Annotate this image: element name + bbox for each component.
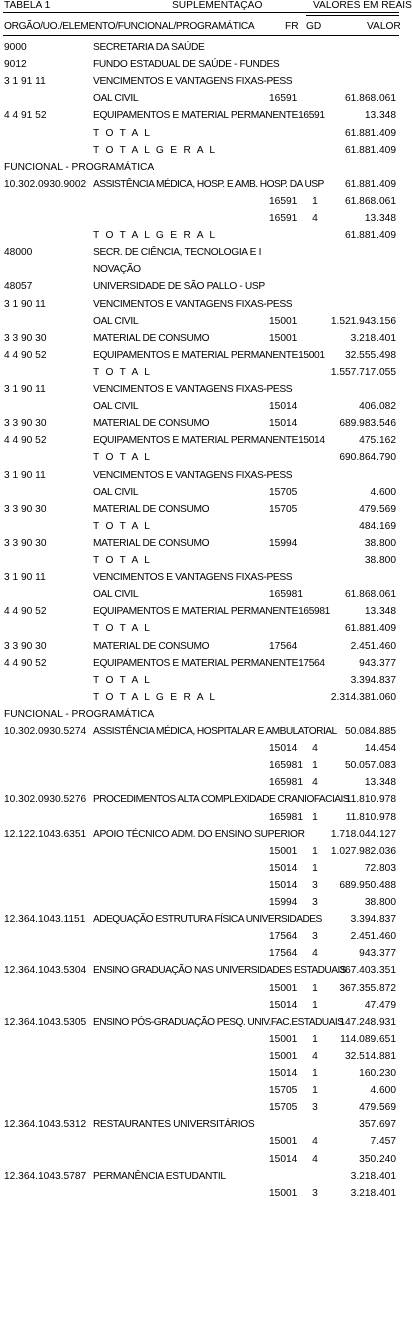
cell-c4: 14.454 bbox=[364, 743, 396, 755]
table-row bbox=[0, 998, 402, 1015]
cell-c4: 2.314.381.060 bbox=[330, 691, 396, 703]
cell-c4: 38.800 bbox=[364, 537, 396, 549]
table-row bbox=[0, 519, 402, 536]
cell-c4: 1.521.943.156 bbox=[330, 315, 396, 327]
cell-c2: 15001 bbox=[269, 1187, 298, 1199]
cell-c4: 13.348 bbox=[364, 213, 396, 224]
cell-c0: 10.302.0930.5274 bbox=[4, 726, 87, 737]
cell-c3: 1 bbox=[312, 862, 318, 874]
cell-c2: 15014 bbox=[269, 862, 298, 874]
cell-c0: 4 4 90 52 bbox=[4, 435, 47, 447]
cell-c1: MATERIAL DE CONSUMO bbox=[93, 332, 210, 344]
table-row bbox=[0, 604, 402, 621]
cell-c1: OAL CIVIL bbox=[93, 401, 139, 413]
cell-c0: 3 3 90 30 bbox=[4, 503, 47, 515]
cell-c3: 1 bbox=[312, 1085, 318, 1097]
cell-c2: 15001 bbox=[269, 982, 298, 994]
cell-c4: 61.881.409 bbox=[345, 230, 396, 242]
cell-c1: PROCEDIMENTOS ALTA COMPLEXIDADE CRANIOFACIAIS bbox=[93, 794, 350, 806]
table-row bbox=[0, 485, 402, 502]
cell-c2: 16591 bbox=[269, 195, 298, 207]
cell-c0: FUNCIONAL - PROGRAMÁTICA bbox=[4, 161, 155, 173]
table-row bbox=[0, 570, 402, 587]
cell-c4: 4.600 bbox=[370, 486, 396, 498]
header-rule-upper bbox=[3, 12, 399, 13]
cell-c2: 15001 bbox=[269, 315, 298, 327]
cell-c4: 1.557.717.055 bbox=[330, 366, 396, 378]
cell-c1: T O T A L bbox=[93, 452, 152, 464]
table-row bbox=[0, 177, 402, 194]
table-row bbox=[0, 827, 402, 844]
cell-c1: T O T A L G E R A L bbox=[93, 691, 217, 703]
cell-c1: MATERIAL DE CONSUMO bbox=[93, 503, 210, 515]
table-row bbox=[0, 279, 402, 296]
table-row bbox=[0, 844, 402, 861]
cell-c1: UNIVERSIDADE DE SÃO PALLO - USP bbox=[93, 281, 265, 293]
cell-c4: 160.230 bbox=[359, 1068, 396, 1079]
table-row bbox=[0, 382, 402, 399]
cell-c1: MATERIAL DE CONSUMO bbox=[93, 418, 210, 430]
table-row bbox=[0, 143, 402, 160]
cell-c0: 3 3 90 30 bbox=[4, 537, 47, 549]
cell-c1: VENCIMENTOS E VANTAGENS FIXAS-PESS bbox=[93, 76, 293, 88]
cell-c4: 32.514.881 bbox=[345, 1050, 396, 1062]
cell-c4: 61.881.409 bbox=[345, 127, 396, 139]
cell-c2: 17564 bbox=[269, 640, 298, 652]
cell-c3: 1 bbox=[312, 1033, 318, 1045]
table-row bbox=[0, 1100, 402, 1117]
table-row bbox=[0, 963, 402, 980]
table-row bbox=[0, 365, 402, 382]
table-row bbox=[0, 194, 402, 211]
cell-c0: 3 3 90 30 bbox=[4, 418, 47, 430]
cell-c3: 4 bbox=[312, 1153, 318, 1165]
cell-c1: VENCIMENTOS E VANTAGENS FIXAS-PESS bbox=[93, 469, 293, 481]
values-caption: VALORES EM REAIS bbox=[313, 0, 412, 11]
cell-c4: 61.881.409 bbox=[345, 178, 396, 190]
table-row bbox=[0, 792, 402, 809]
cell-c3: 4 bbox=[312, 1136, 318, 1148]
cell-c1: ASSISTÊNCIA MÉDICA, HOSP. E AMB. HOSP. DA USP bbox=[93, 178, 324, 190]
table-header-columns bbox=[0, 21, 402, 33]
cell-c4: 61.881.409 bbox=[345, 144, 396, 156]
table-row bbox=[0, 1186, 402, 1203]
cell-c1: NOVAÇÃO bbox=[93, 264, 141, 276]
cell-c3: 1 bbox=[312, 982, 318, 994]
section-title: SUPLEMENTAÇÃO bbox=[172, 0, 263, 11]
cell-c3: 4 bbox=[312, 213, 318, 224]
cell-c2: 165981 bbox=[269, 811, 303, 823]
table-row bbox=[0, 553, 402, 570]
cell-c1: T O T A L G E R A L bbox=[93, 144, 217, 156]
cell-c4: 3.394.837 bbox=[350, 914, 396, 926]
table-row bbox=[0, 861, 402, 878]
cell-c1: OAL CIVIL bbox=[93, 486, 139, 498]
table-row bbox=[0, 1015, 402, 1032]
cell-c4: 50.084.885 bbox=[345, 726, 396, 737]
cell-c0: 3 1 90 11 bbox=[4, 384, 46, 395]
cell-c0: 48000 bbox=[4, 247, 33, 259]
table-row bbox=[0, 399, 402, 416]
table-row bbox=[0, 878, 402, 895]
cell-c2: 15014 bbox=[269, 1068, 298, 1079]
table-row bbox=[0, 895, 402, 912]
cell-c4: 475.162 bbox=[359, 435, 396, 447]
cell-c4: 406.082 bbox=[359, 401, 396, 413]
cell-c4: 943.377 bbox=[359, 657, 396, 669]
cell-c4: 479.569 bbox=[359, 503, 396, 515]
cell-c4: 7.457 bbox=[370, 1136, 396, 1148]
cell-c4: 72.803 bbox=[364, 862, 396, 874]
cell-c2: 17564 bbox=[269, 931, 298, 943]
cell-c3: 3 bbox=[312, 879, 318, 891]
table-row bbox=[0, 1083, 402, 1100]
table-row bbox=[0, 297, 402, 314]
cell-c0: 3 3 90 30 bbox=[4, 332, 47, 344]
cell-c3: 1 bbox=[312, 760, 318, 772]
cell-c4: 2.451.460 bbox=[350, 640, 396, 652]
table-row bbox=[0, 1117, 402, 1134]
cell-c0: 3 1 90 11 bbox=[4, 298, 46, 310]
table-row bbox=[0, 639, 402, 656]
table-row bbox=[0, 1032, 402, 1049]
cell-c0: 4 4 90 52 bbox=[4, 349, 47, 361]
table-row bbox=[0, 758, 402, 775]
cell-c4: 943.377 bbox=[359, 948, 396, 960]
column-header-fr: FR bbox=[285, 21, 299, 32]
table-row bbox=[0, 981, 402, 998]
cell-c4: 690.864.790 bbox=[339, 452, 396, 464]
cell-c2: 15001 bbox=[269, 845, 298, 857]
cell-c1: ENSINO PÓS-GRADUAÇÃO PESQ. UNIV.FAC.ESTADUAIS bbox=[93, 1016, 344, 1028]
cell-c2: 15014 bbox=[269, 743, 298, 755]
cell-c4: 350.240 bbox=[359, 1153, 396, 1165]
cell-c0: 3 1 90 11 bbox=[4, 469, 46, 481]
cell-c2: 16591 bbox=[269, 93, 298, 105]
cell-c4: 47.479 bbox=[364, 999, 396, 1011]
cell-c4: 38.800 bbox=[364, 555, 396, 566]
header-rule-lower bbox=[3, 35, 399, 36]
cell-c4: 3.218.401 bbox=[350, 1187, 396, 1199]
cell-c1: EQUIPAMENTOS E MATERIAL PERMANENTE16591 bbox=[93, 110, 325, 122]
table-title: TABELA 1 bbox=[4, 0, 51, 11]
cell-c4: 357.697 bbox=[359, 1119, 396, 1131]
table-row bbox=[0, 741, 402, 758]
cell-c0: 12.364.1043.5787 bbox=[4, 1170, 87, 1182]
cell-c2: 16591 bbox=[269, 213, 298, 224]
table-row bbox=[0, 673, 402, 690]
cell-c4: 114.089.651 bbox=[340, 1033, 396, 1045]
table-row bbox=[0, 262, 402, 279]
cell-c1: OAL CIVIL bbox=[93, 93, 139, 105]
table-row bbox=[0, 416, 402, 433]
table-row bbox=[0, 57, 402, 74]
cell-c3: 1 bbox=[312, 999, 318, 1011]
cell-c0: 12.364.1043.5312 bbox=[4, 1119, 87, 1131]
cell-c1: T O T A L bbox=[93, 674, 152, 686]
cell-c2: 15705 bbox=[269, 1102, 298, 1114]
table-row bbox=[0, 502, 402, 519]
cell-c3: 4 bbox=[312, 743, 318, 755]
cell-c1: EQUIPAMENTOS E MATERIAL PERMANENTE17564 bbox=[93, 657, 325, 669]
cell-c0: 3 1 91 11 bbox=[4, 76, 46, 88]
cell-c1: T O T A L bbox=[93, 623, 152, 635]
cell-c4: 367.403.351 bbox=[339, 965, 396, 977]
cell-c1: MATERIAL DE CONSUMO bbox=[93, 537, 210, 549]
cell-c4: 61.881.409 bbox=[345, 623, 396, 635]
table-row bbox=[0, 314, 402, 331]
cell-c4: 13.348 bbox=[364, 777, 396, 789]
cell-c1: EQUIPAMENTOS E MATERIAL PERMANENTE15014 bbox=[93, 435, 325, 447]
cell-c3: 1 bbox=[312, 845, 318, 857]
table-row bbox=[0, 1066, 402, 1083]
cell-c2: 15001 bbox=[269, 332, 298, 344]
cell-c1: T O T A L bbox=[93, 366, 152, 378]
cell-c3: 4 bbox=[312, 777, 318, 789]
cell-c2: 15001 bbox=[269, 1136, 298, 1148]
table-row bbox=[0, 211, 402, 228]
table-row bbox=[0, 91, 402, 108]
cell-c4: 61.868.061 bbox=[345, 195, 396, 207]
table-row bbox=[0, 348, 402, 365]
cell-c2: 15014 bbox=[269, 418, 298, 430]
column-header-valor: VALOR bbox=[367, 21, 401, 32]
cell-c3: 3 bbox=[312, 931, 318, 943]
cell-c4: 11.810.978 bbox=[345, 811, 396, 823]
table-row bbox=[0, 1049, 402, 1066]
cell-c1: SECRETARIA DA SAÚDE bbox=[93, 42, 205, 53]
cell-c1: APOIO TÉCNICO ADM. DO ENSINO SUPERIOR bbox=[93, 828, 305, 840]
cell-c2: 15705 bbox=[269, 486, 298, 498]
cell-c1: VENCIMENTOS E VANTAGENS FIXAS-PESS bbox=[93, 384, 293, 395]
cell-c0: 3 3 90 30 bbox=[4, 640, 47, 652]
table-row bbox=[0, 1152, 402, 1169]
cell-c3: 4 bbox=[312, 1050, 318, 1062]
table-row bbox=[0, 656, 402, 673]
cell-c4: 38.800 bbox=[364, 897, 396, 908]
table-row bbox=[0, 929, 402, 946]
cell-c0: 48057 bbox=[4, 281, 33, 293]
table-row bbox=[0, 587, 402, 604]
cell-c2: 15705 bbox=[269, 503, 298, 515]
cell-c2: 15001 bbox=[269, 1050, 298, 1062]
cell-c4: 4.600 bbox=[370, 1085, 396, 1097]
cell-c4: 1.027.982.036 bbox=[330, 845, 396, 857]
cell-c1: OAL CIVIL bbox=[93, 589, 139, 601]
table-row bbox=[0, 433, 402, 450]
cell-c2: 15705 bbox=[269, 1085, 298, 1097]
table-row bbox=[0, 707, 402, 724]
cell-c0: 4 4 90 52 bbox=[4, 606, 47, 618]
cell-c0: 3 1 90 11 bbox=[4, 572, 46, 584]
cell-c1: RESTAURANTES UNIVERSITÁRIOS bbox=[93, 1119, 255, 1131]
cell-c0: 9000 bbox=[4, 42, 27, 53]
cell-c3: 3 bbox=[312, 1102, 318, 1114]
table-row bbox=[0, 536, 402, 553]
cell-c1: ASSISTÊNCIA MÉDICA, HOSPITALAR E AMBULATORIAL bbox=[93, 726, 337, 737]
cell-c2: 15014 bbox=[269, 401, 298, 413]
cell-c3: 1 bbox=[312, 1068, 318, 1079]
cell-c4: 3.394.837 bbox=[350, 674, 396, 686]
cell-c0: 9012 bbox=[4, 59, 27, 71]
cell-c3: 1 bbox=[312, 811, 318, 823]
cell-c3: 3 bbox=[312, 1187, 318, 1199]
cell-c4: 3.218.401 bbox=[350, 1170, 396, 1182]
column-header-org: ORGÃO/UO./ELEMENTO/FUNCIONAL/PROGRAMÁTICA bbox=[4, 21, 255, 32]
table-row bbox=[0, 450, 402, 467]
cell-c4: 689.950.488 bbox=[339, 879, 396, 891]
table-row bbox=[0, 724, 402, 741]
cell-c4: 61.868.061 bbox=[345, 93, 396, 105]
cell-c1: OAL CIVIL bbox=[93, 315, 139, 327]
cell-c2: 165981 bbox=[269, 777, 303, 789]
cell-c3: 4 bbox=[312, 948, 318, 960]
cell-c1: ADEQUAÇÃO ESTRUTURA FÍSICA UNIVERSIDADES bbox=[93, 914, 322, 926]
table-row bbox=[0, 331, 402, 348]
cell-c1: SECR. DE CIÊNCIA, TECNOLOGIA E I bbox=[93, 247, 262, 259]
cell-c2: 15994 bbox=[269, 897, 298, 908]
table-row bbox=[0, 228, 402, 245]
table-row bbox=[0, 108, 402, 125]
cell-c2: 15014 bbox=[269, 879, 298, 891]
column-header-gd: GD bbox=[306, 21, 322, 32]
cell-c0: 10.302.0930.9002 bbox=[4, 178, 87, 190]
cell-c1: MATERIAL DE CONSUMO bbox=[93, 640, 210, 652]
cell-c1: PERMANÊNCIA ESTUDANTIL bbox=[93, 1170, 226, 1182]
cell-c0: 12.364.1043.5304 bbox=[4, 965, 87, 977]
values-rule bbox=[306, 15, 399, 16]
cell-c1: EQUIPAMENTOS E MATERIAL PERMANENTE15001 bbox=[93, 349, 325, 361]
cell-c1: VENCIMENTOS E VANTAGENS FIXAS-PESS bbox=[93, 572, 293, 584]
cell-c4: 2.451.460 bbox=[350, 931, 396, 943]
cell-c2: 17564 bbox=[269, 948, 298, 960]
table-row bbox=[0, 946, 402, 963]
cell-c4: 61.868.061 bbox=[345, 589, 396, 601]
cell-c3: 3 bbox=[312, 897, 318, 908]
cell-c0: FUNCIONAL - PROGRAMÁTICA bbox=[4, 708, 155, 720]
cell-c4: 32.555.498 bbox=[345, 349, 396, 361]
cell-c4: 147.248.931 bbox=[339, 1016, 396, 1028]
cell-c2: 165981 bbox=[269, 760, 303, 772]
table-row bbox=[0, 160, 402, 177]
cell-c1: T O T A L bbox=[93, 555, 152, 566]
cell-c4: 484.169 bbox=[359, 520, 396, 532]
cell-c4: 479.569 bbox=[359, 1102, 396, 1114]
cell-c1: ENSINO GRADUAÇÃO NAS UNIVERSIDADES ESTADUAIS bbox=[93, 965, 346, 977]
cell-c1: T O T A L bbox=[93, 520, 152, 532]
cell-c4: 13.348 bbox=[364, 606, 396, 618]
table-row bbox=[0, 1134, 402, 1151]
cell-c1: VENCIMENTOS E VANTAGENS FIXAS-PESS bbox=[93, 298, 293, 310]
cell-c4: 11.810.978 bbox=[345, 794, 396, 806]
cell-c2: 15994 bbox=[269, 537, 298, 549]
cell-c4: 1.718.044.127 bbox=[330, 828, 396, 840]
table-row bbox=[0, 126, 402, 143]
cell-c4: 367.355.872 bbox=[339, 982, 396, 994]
table-row bbox=[0, 40, 402, 57]
cell-c0: 4 4 90 52 bbox=[4, 657, 47, 669]
cell-c4: 13.348 bbox=[364, 110, 396, 122]
cell-c1: EQUIPAMENTOS E MATERIAL PERMANENTE165981 bbox=[93, 606, 330, 618]
cell-c4: 50.057.083 bbox=[345, 760, 396, 772]
table-row bbox=[0, 621, 402, 638]
table-row bbox=[0, 775, 402, 792]
table-header-top bbox=[0, 0, 412, 12]
cell-c1: T O T A L bbox=[93, 127, 152, 139]
cell-c1: T O T A L G E R A L bbox=[93, 230, 217, 242]
cell-c0: 12.122.1043.6351 bbox=[4, 828, 87, 840]
cell-c0: 12.364.1043.5305 bbox=[4, 1016, 87, 1028]
table-row bbox=[0, 690, 402, 707]
cell-c2: 15001 bbox=[269, 1033, 298, 1045]
cell-c0: 10.302.0930.5276 bbox=[4, 794, 87, 806]
table-row bbox=[0, 810, 402, 827]
cell-c3: 1 bbox=[312, 195, 318, 207]
table-row bbox=[0, 468, 402, 485]
cell-c1: FUNDO ESTADUAL DE SAÚDE - FUNDES bbox=[93, 59, 280, 71]
cell-c2: 15014 bbox=[269, 999, 298, 1011]
cell-c0: 12.364.1043.1151 bbox=[4, 914, 86, 926]
cell-c0: 4 4 91 52 bbox=[4, 110, 47, 122]
cell-c4: 689.983.546 bbox=[339, 418, 396, 430]
table-row bbox=[0, 912, 402, 929]
cell-c2: 15014 bbox=[269, 1153, 298, 1165]
cell-c4: 3.218.401 bbox=[350, 332, 396, 344]
table-row bbox=[0, 245, 402, 262]
table-row bbox=[0, 1169, 402, 1186]
table-row bbox=[0, 74, 402, 91]
cell-c2: 165981 bbox=[269, 589, 303, 601]
